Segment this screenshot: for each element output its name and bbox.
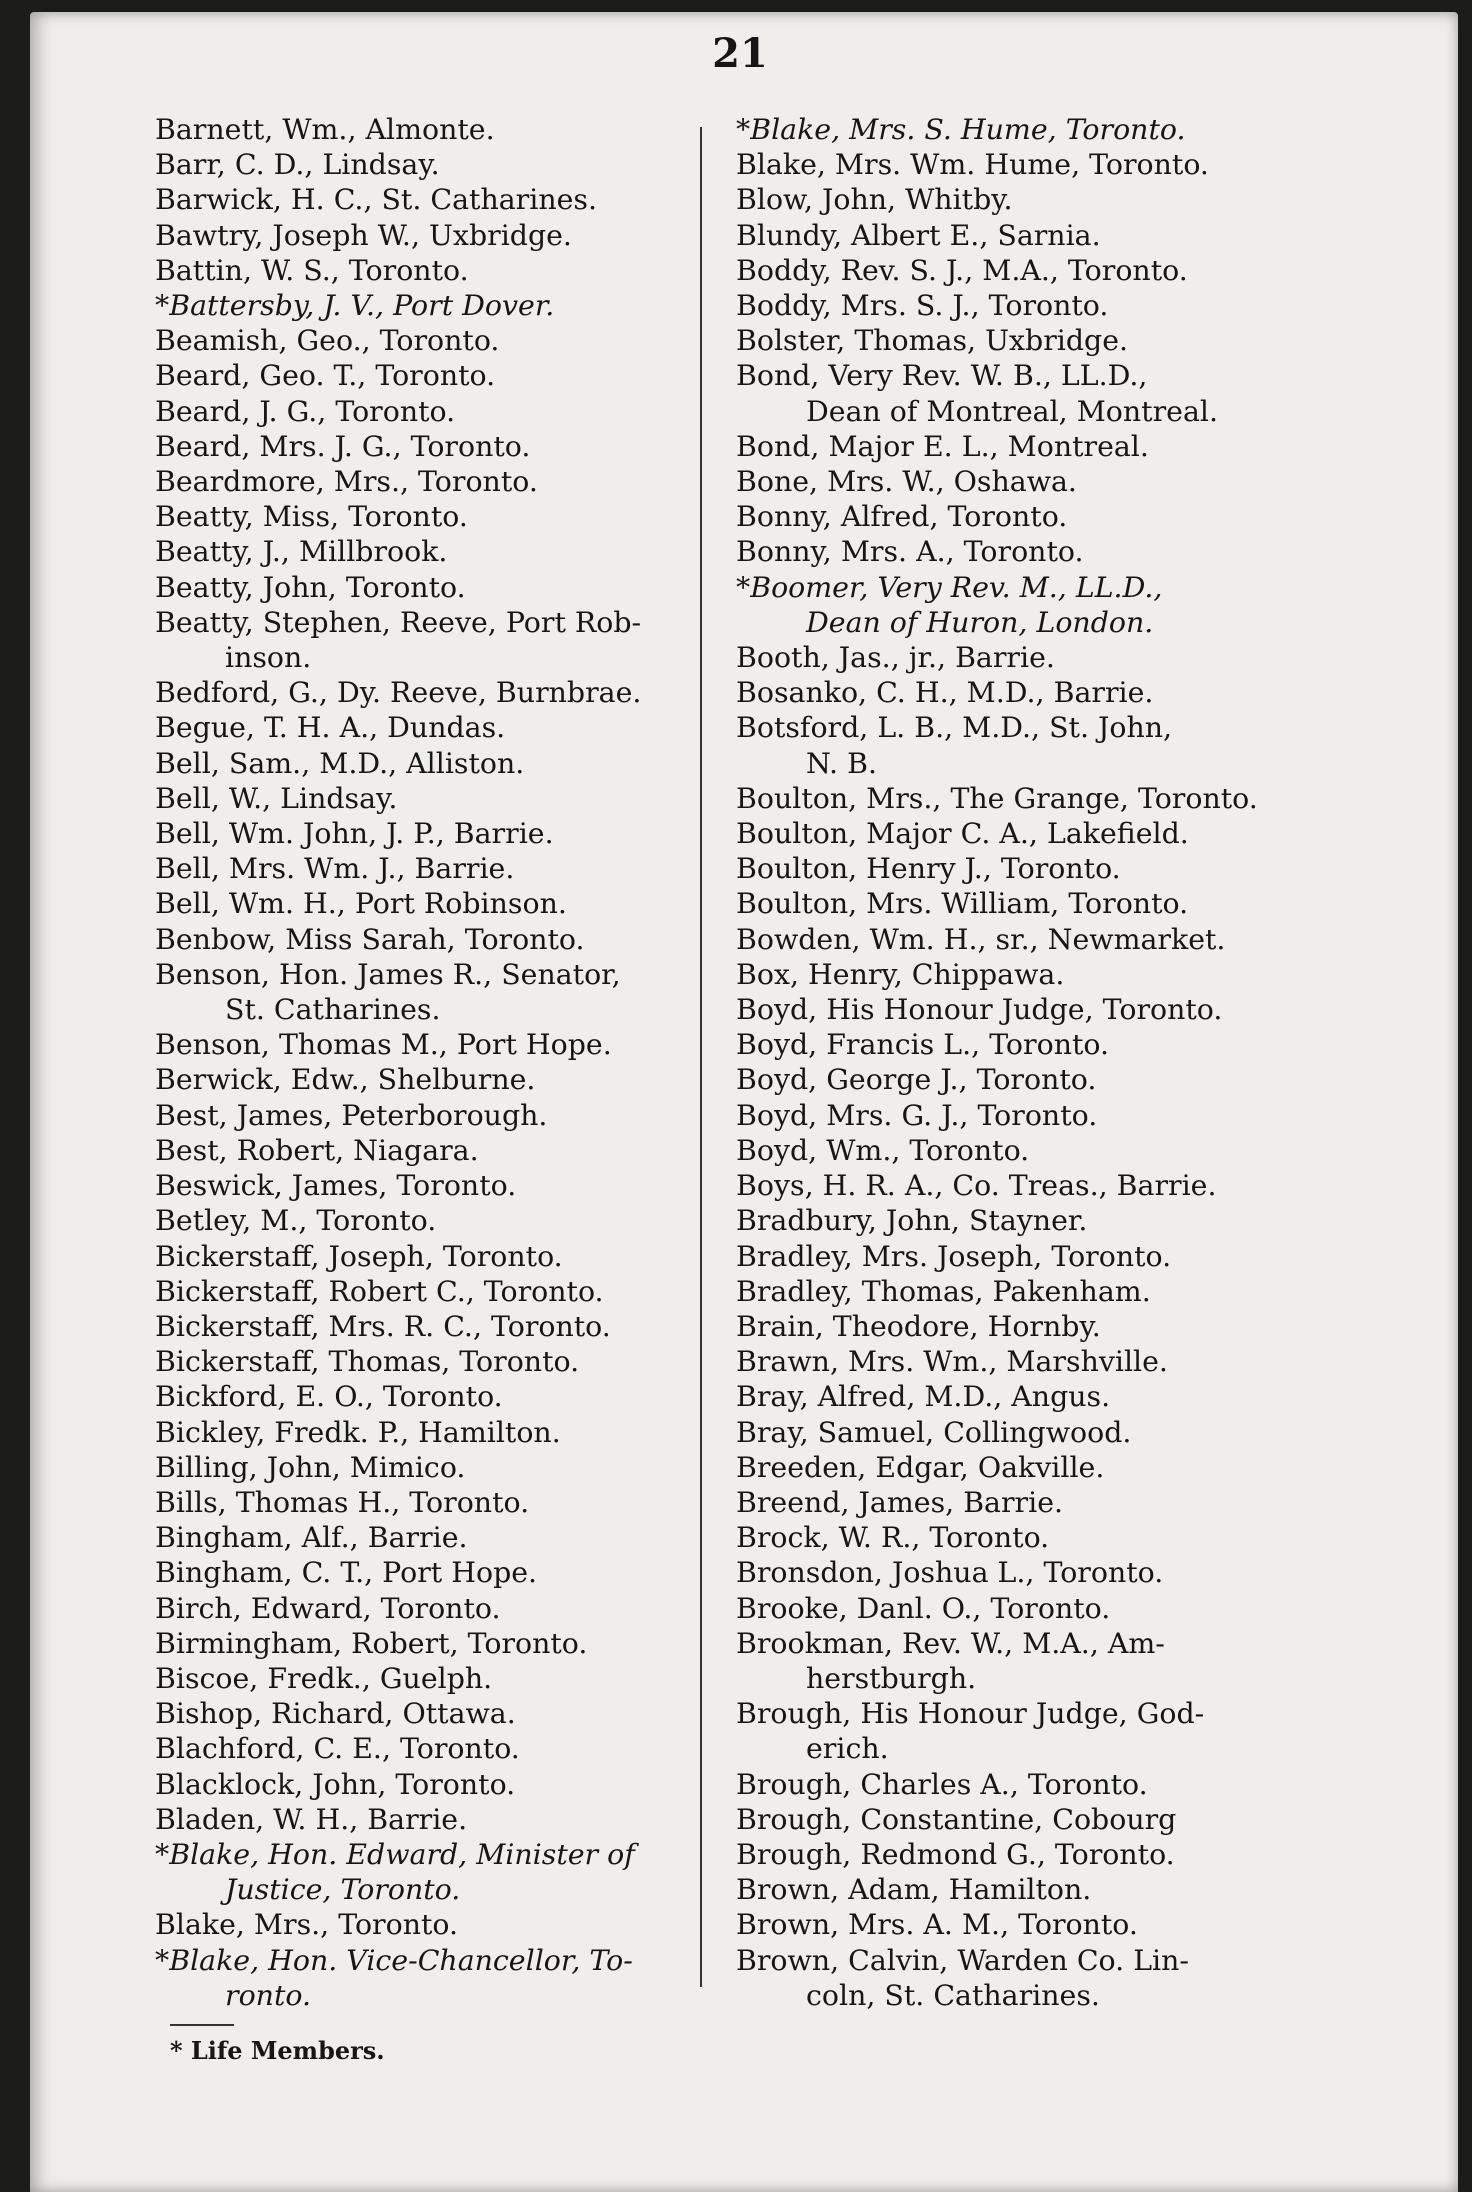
member-entry [736, 922, 1330, 957]
member-entry-text: Beardmore, Mrs., Toronto. [155, 465, 538, 499]
member-entry-text: Brough, Constantine, Cobourg [736, 1802, 1177, 1836]
member-entry-text: Beatty, J., Millbrook. [155, 535, 448, 569]
member-entry [736, 886, 1330, 921]
member-entry-text: Benbow, Miss Sarah, Toronto. [155, 922, 585, 956]
member-entry-text: Boyd, Francis L., Toronto. [736, 1028, 1110, 1062]
member-entry [736, 1872, 1330, 1907]
member-entry-text: Bills, Thomas H., Toronto. [155, 1485, 530, 1519]
member-entry [155, 605, 715, 675]
member-entry-text: Bradley, Mrs. Joseph, Toronto. [736, 1239, 1172, 1273]
member-entry [155, 1450, 715, 1485]
member-entry [155, 1907, 715, 1942]
member-entry-text: Beatty, John, Toronto. [155, 570, 466, 604]
life-member-marker: * [736, 113, 751, 146]
member-entry-text: Brooke, Danl. O., Toronto. [736, 1591, 1111, 1625]
member-entry-life [736, 570, 1330, 640]
member-entry [736, 218, 1330, 253]
member-entry-continuation: N. B. [806, 746, 877, 780]
member-entry-text: Beatty, Miss, Toronto. [155, 500, 468, 534]
member-entry [155, 112, 715, 147]
member-entry-text: Boulton, Mrs. William, Toronto. [736, 887, 1189, 921]
member-entry-text: Boulton, Henry J., Toronto. [736, 852, 1121, 886]
member-entry [736, 1098, 1330, 1133]
member-entry [736, 323, 1330, 358]
member-entry-text: Bell, Wm. H., Port Robinson. [155, 887, 567, 921]
member-entry-text: Boomer, Very Rev. M., LL.D., [750, 570, 1163, 604]
member-entry [155, 1027, 715, 1062]
member-entry-text: Beswick, James, Toronto. [155, 1169, 517, 1203]
member-entry-text: Bedford, G., Dy. Reeve, Burnbrae. [155, 676, 642, 710]
member-entry [736, 851, 1330, 886]
member-entry-continuation: ronto. [225, 1978, 311, 2012]
member-entry [155, 1661, 715, 1696]
member-entry-continuation: Justice, Toronto. [225, 1873, 461, 1907]
member-entry-text: Bickerstaff, Joseph, Toronto. [155, 1239, 563, 1273]
member-entry-text: Benson, Thomas M., Port Hope. [155, 1028, 612, 1062]
member-entry-text: Boddy, Rev. S. J., M.A., Toronto. [736, 253, 1188, 287]
member-entry [736, 1907, 1330, 1942]
member-entry-text: Brown, Mrs. A. M., Toronto. [736, 1908, 1138, 1942]
member-entry-text: Birch, Edward, Toronto. [155, 1591, 501, 1625]
member-entry-text: Breeden, Edgar, Oakville. [736, 1450, 1105, 1484]
member-entry [736, 1027, 1330, 1062]
member-entry [155, 1274, 715, 1309]
member-entry [736, 147, 1330, 182]
member-entry [155, 746, 715, 781]
member-entry [736, 499, 1330, 534]
member-entry [736, 1062, 1330, 1097]
member-entry [736, 1344, 1330, 1379]
member-entry-text: Betley, M., Toronto. [155, 1204, 437, 1238]
member-entry-text: Bonny, Mrs. A., Toronto. [736, 535, 1084, 569]
member-entry [155, 851, 715, 886]
member-entry [736, 675, 1330, 710]
member-entry-text: Brough, His Honour Judge, God- [736, 1697, 1205, 1731]
member-entry [155, 1767, 715, 1802]
member-entry-text: Boyd, His Honour Judge, Toronto. [736, 993, 1223, 1027]
member-entry [736, 1626, 1330, 1696]
member-entry-text: Breend, James, Barrie. [736, 1485, 1064, 1519]
member-entry-text: Berwick, Edw., Shelburne. [155, 1063, 536, 1097]
member-entry [155, 1133, 715, 1168]
member-entry-text: Brock, W. R., Toronto. [736, 1521, 1050, 1555]
member-entry [736, 1168, 1330, 1203]
member-entry [736, 1802, 1330, 1837]
member-entry-text: Bingham, Alf., Barrie. [155, 1521, 468, 1555]
member-entry-continuation: erich. [806, 1732, 889, 1766]
life-member-marker: * [155, 289, 170, 323]
member-entry-text: Bray, Samuel, Collingwood. [736, 1415, 1132, 1449]
member-entry-text: Blundy, Albert E., Sarnia. [736, 218, 1101, 252]
member-entry-text: Boulton, Mrs., The Grange, Toronto. [736, 781, 1258, 815]
member-entry [155, 922, 715, 957]
member-entry-text: Boyd, Mrs. G. J., Toronto. [736, 1098, 1098, 1132]
member-entry [155, 1203, 715, 1238]
member-entry-continuation: coln, St. Catharines. [806, 1978, 1100, 2012]
member-entry-text: Bell, Sam., M.D., Alliston. [155, 746, 525, 780]
member-entry [736, 1520, 1330, 1555]
member-entry-text: Bickford, E. O., Toronto. [155, 1380, 503, 1414]
member-entry-continuation: Dean of Huron, London. [806, 605, 1154, 639]
member-entry [155, 1168, 715, 1203]
member-entry-text: Beard, Geo. T., Toronto. [155, 359, 496, 393]
member-entry [155, 1379, 715, 1414]
member-entry-text: Bonny, Alfred, Toronto. [736, 500, 1068, 534]
member-entry-text: Bradley, Thomas, Pakenham. [736, 1274, 1151, 1308]
member-entry-text: Beatty, Stephen, Reeve, Port Rob- [155, 605, 642, 639]
member-entry-text: Battin, W. S., Toronto. [155, 253, 469, 287]
member-entry-text: Boys, H. R. A., Co. Treas., Barrie. [736, 1169, 1217, 1203]
member-entry [155, 675, 715, 710]
member-entry-text: Beard, J. G., Toronto. [155, 394, 456, 428]
member-entry-text: Bone, Mrs. W., Oshawa. [736, 465, 1077, 499]
member-entry [736, 1555, 1330, 1590]
member-entry-text: Brough, Redmond G., Toronto. [736, 1837, 1175, 1871]
member-entry-text: Begue, T. H. A., Dundas. [155, 711, 506, 745]
member-entry [155, 534, 715, 569]
member-entry-text: Botsford, L. B., M.D., St. John, [736, 711, 1173, 745]
member-entry [736, 1591, 1330, 1626]
member-entry-text: Battersby, J. V., Port Dover. [169, 289, 555, 323]
member-entry [736, 1415, 1330, 1450]
member-entry [736, 1379, 1330, 1414]
member-entry-text: Bell, W., Lindsay. [155, 781, 398, 815]
member-entry-text: Bickerstaff, Mrs. R. C., Toronto. [155, 1309, 611, 1343]
document-page [30, 12, 1458, 2192]
member-entry-text: Bickerstaff, Thomas, Toronto. [155, 1345, 580, 1379]
member-entry [155, 182, 715, 217]
member-list-left-column [155, 112, 715, 2013]
member-entry [736, 1767, 1330, 1802]
member-entry [736, 781, 1330, 816]
member-entry [155, 710, 715, 745]
member-entry-text: Bawtry, Joseph W., Uxbridge. [155, 218, 572, 252]
member-entry-text: Barr, C. D., Lindsay. [155, 148, 440, 182]
life-member-marker: * [736, 570, 751, 604]
member-list-right-column [736, 112, 1330, 2013]
member-entry [155, 1098, 715, 1133]
member-entry-text: Brown, Calvin, Warden Co. Lin- [736, 1943, 1190, 1977]
member-entry [155, 499, 715, 534]
member-entry-text: Bowden, Wm. H., sr., Newmarket. [736, 922, 1226, 956]
member-entry-text: Bradbury, John, Stayner. [736, 1204, 1088, 1238]
member-entry-text: Boyd, George J., Toronto. [736, 1063, 1097, 1097]
member-entry-text: Bingham, C. T., Port Hope. [155, 1556, 538, 1590]
member-entry [155, 1555, 715, 1590]
member-entry [155, 358, 715, 393]
member-entry [736, 640, 1330, 675]
member-entry [155, 957, 715, 1027]
member-entry-text: Biscoe, Fredk., Guelph. [155, 1661, 493, 1695]
member-entry-text: Bishop, Richard, Ottawa. [155, 1697, 516, 1731]
member-entry [155, 323, 715, 358]
member-entry [736, 1485, 1330, 1520]
member-entry-text: Best, Robert, Niagara. [155, 1133, 479, 1167]
member-entry [155, 1239, 715, 1274]
member-entry-text: Brookman, Rev. W., M.A., Am- [736, 1626, 1165, 1660]
member-entry-continuation: inson. [225, 641, 312, 675]
member-entry-text: Brough, Charles A., Toronto. [736, 1767, 1148, 1801]
member-entry-text: Bray, Alfred, M.D., Angus. [736, 1380, 1111, 1414]
member-entry-text: Bladen, W. H., Barrie. [155, 1802, 468, 1836]
member-entry [155, 147, 715, 182]
member-entry [155, 1062, 715, 1097]
member-entry-text: Blake, Hon. Vice-Chancellor, To- [169, 1943, 633, 1977]
life-member-marker: * [155, 1943, 170, 1977]
member-entry-continuation: herstburgh. [806, 1661, 977, 1695]
member-entry-text: Blake, Mrs. S. Hume, Toronto. [750, 113, 1186, 146]
member-entry-text: Box, Henry, Chippawa. [736, 957, 1065, 991]
member-entry-text: Barnett, Wm., Almonte. [155, 113, 495, 146]
member-entry-life [736, 112, 1330, 147]
member-entry [736, 253, 1330, 288]
member-entry [155, 1696, 715, 1731]
member-entry [736, 1203, 1330, 1238]
member-entry-text: Blake, Mrs., Toronto. [155, 1908, 459, 1942]
member-entry-life [155, 1943, 715, 2013]
member-entry-text: Boyd, Wm., Toronto. [736, 1133, 1030, 1167]
member-entry-text: Blachford, C. E., Toronto. [155, 1732, 520, 1766]
member-entry-text: Birmingham, Robert, Toronto. [155, 1626, 588, 1660]
member-entry-life [155, 288, 715, 323]
member-entry [155, 1802, 715, 1837]
member-entry-text: Beamish, Geo., Toronto. [155, 324, 500, 358]
member-entry [155, 781, 715, 816]
member-entry [155, 1485, 715, 1520]
member-entry [736, 534, 1330, 569]
member-entry [736, 1239, 1330, 1274]
member-entry-text: Blacklock, John, Toronto. [155, 1767, 516, 1801]
member-entry-text: Bickley, Fredk. P., Hamilton. [155, 1415, 561, 1449]
column-divider [700, 127, 702, 1987]
member-entry [155, 1309, 715, 1344]
member-entry [155, 1731, 715, 1766]
member-entry-text: Bosanko, C. H., M.D., Barrie. [736, 676, 1154, 710]
member-entry-text: Bond, Very Rev. W. B., LL.D., [736, 359, 1148, 393]
member-entry [736, 1274, 1330, 1309]
member-entry-text: Bond, Major E. L., Montreal. [736, 429, 1149, 463]
member-entry-text: Bronsdon, Joshua L., Toronto. [736, 1556, 1164, 1590]
member-entry [155, 886, 715, 921]
member-entry-text: Boulton, Major C. A., Lakefield. [736, 817, 1189, 851]
member-entry [736, 464, 1330, 499]
member-entry-text: Bolster, Thomas, Uxbridge. [736, 324, 1129, 358]
member-entry-text: Brain, Theodore, Hornby. [736, 1309, 1101, 1343]
member-entry-text: Benson, Hon. James R., Senator, [155, 957, 621, 991]
member-entry [736, 816, 1330, 851]
member-entry-text: Bell, Wm. John, J. P., Barrie. [155, 817, 554, 851]
member-entry [155, 570, 715, 605]
member-entry [736, 992, 1330, 1027]
member-entry [736, 1696, 1330, 1766]
member-entry [736, 429, 1330, 464]
member-entry [736, 1837, 1330, 1872]
member-entry [155, 429, 715, 464]
member-entry-text: Booth, Jas., jr., Barrie. [736, 641, 1055, 675]
member-entry-life [155, 1837, 715, 1907]
footnote: * Life Members. [170, 2036, 385, 2065]
member-entry-text: Blake, Mrs. Wm. Hume, Toronto. [736, 148, 1209, 182]
member-entry [736, 358, 1330, 428]
page-number: 21 [712, 30, 768, 77]
member-entry [736, 957, 1330, 992]
member-entry-text: Boddy, Mrs. S. J., Toronto. [736, 289, 1109, 323]
member-entry [736, 182, 1330, 217]
member-entry [155, 1591, 715, 1626]
member-entry-continuation: Dean of Montreal, Montreal. [806, 394, 1218, 428]
member-entry-text: Bell, Mrs. Wm. J., Barrie. [155, 852, 515, 886]
member-entry [155, 1415, 715, 1450]
member-entry-text: Best, James, Peterborough. [155, 1098, 548, 1132]
member-entry [736, 288, 1330, 323]
member-entry [155, 1344, 715, 1379]
member-entry [736, 1309, 1330, 1344]
member-entry [736, 1450, 1330, 1485]
member-entry-text: Brown, Adam, Hamilton. [736, 1873, 1092, 1907]
member-entry [155, 816, 715, 851]
member-entry [155, 218, 715, 253]
life-member-marker: * [155, 1837, 170, 1871]
member-entry-text: Barwick, H. C., St. Catharines. [155, 183, 597, 217]
member-entry [155, 1626, 715, 1661]
member-entry-continuation: St. Catharines. [225, 993, 441, 1027]
member-entry [736, 1943, 1330, 2013]
member-entry-text: Bickerstaff, Robert C., Toronto. [155, 1274, 604, 1308]
member-entry [155, 1520, 715, 1555]
member-entry [155, 464, 715, 499]
member-entry [155, 394, 715, 429]
member-entry [155, 253, 715, 288]
member-entry-text: Blow, John, Whitby. [736, 183, 1013, 217]
member-entry [736, 710, 1330, 780]
member-entry [736, 1133, 1330, 1168]
member-entry-text: Brawn, Mrs. Wm., Marshville. [736, 1345, 1168, 1379]
footnote-rule [170, 2024, 234, 2026]
member-entry-text: Blake, Hon. Edward, Minister of [169, 1837, 635, 1871]
member-entry-text: Billing, John, Mimico. [155, 1450, 466, 1484]
member-entry-text: Beard, Mrs. J. G., Toronto. [155, 429, 531, 463]
